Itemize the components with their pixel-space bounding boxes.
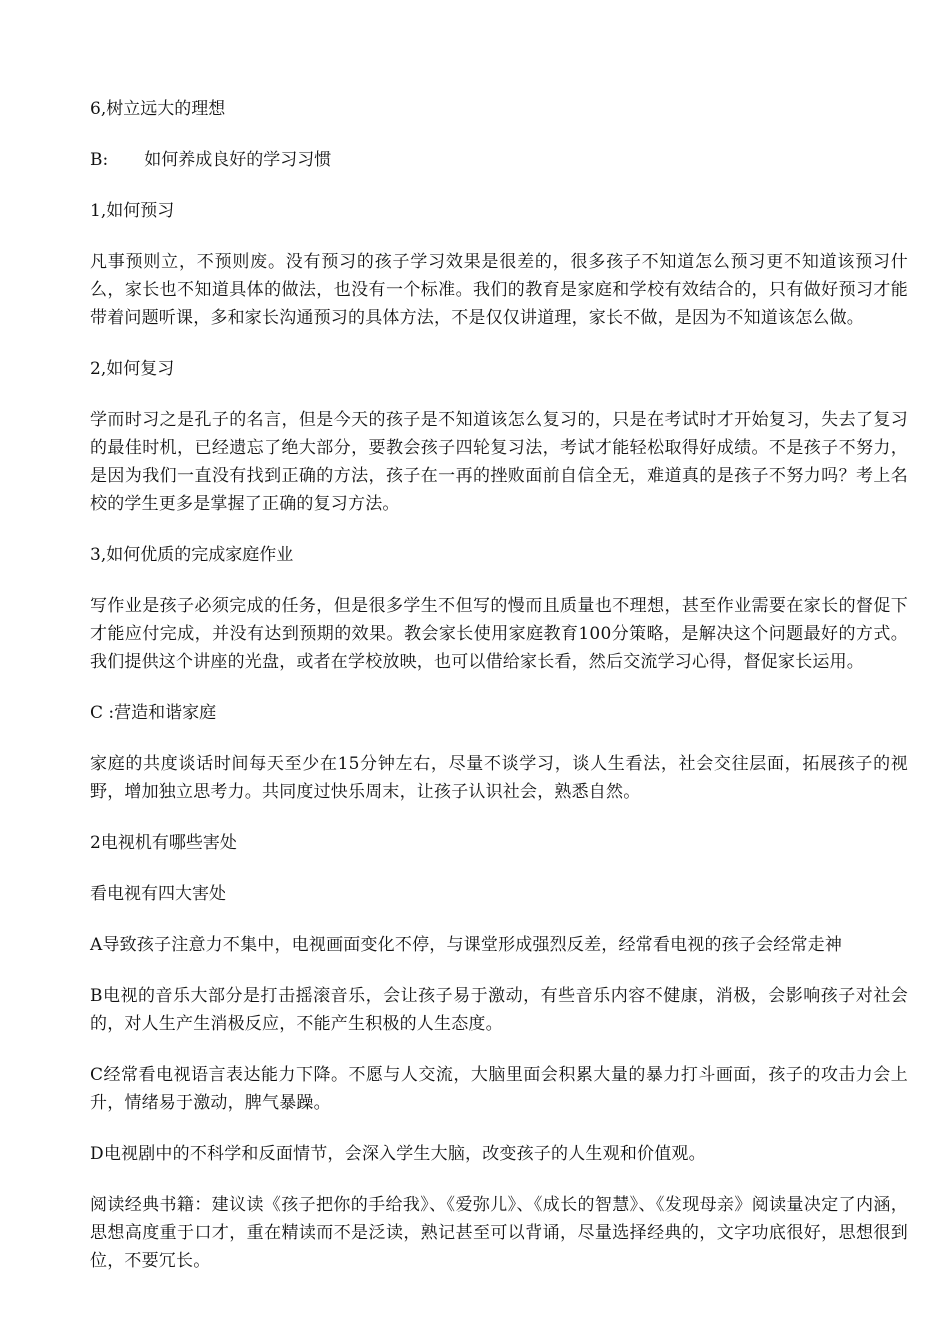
heading-family: C :营造和谐家庭	[90, 703, 217, 723]
paragraph-review: 学而时习之是孔子的名言，但是今天的孩子是不知道该怎么复习的，只是在考试时才开始复习，失去了复习的最佳时机，已经遗忘了绝大部分，要教会孩子四轮复习法，考试才能轻松取得好成绩。不是孩子不努力，是因为我们一直没有找到正确的方法，孩子在一再的挫败面前自信全无，难道真的是孩子不努力吗？考上名校的学生更多是掌握了正确的复习方法。	[90, 410, 908, 514]
heading-review: 2,如何复习	[90, 359, 175, 379]
heading-preview: 1,如何预习	[90, 201, 175, 221]
heading-tv-harm: 2电视机有哪些害处	[90, 833, 237, 853]
heading-habits-text: 如何养成良好的学习习惯	[144, 150, 332, 170]
document-body	[90, 95, 908, 1298]
paragraph-harm-c: C经常看电视语言表达能力下降。不愿与人交流，大脑里面会积累大量的暴力打斗画面，孩子的攻击力会上升，情绪易于激动，脾气暴躁。	[90, 1065, 908, 1113]
paragraph-family: 家庭的共度谈话时间每天至少在15分钟左右，尽量不谈学习，谈人生看法，社会交往层面，拓展孩子的视野，增加独立思考力。共同度过快乐周末，让孩子认识社会，熟悉自然。	[90, 754, 908, 802]
paragraph-harm-b: B电视的音乐大部分是打击摇滚音乐，会让孩子易于激动，有些音乐内容不健康，消极，会影响孩子对社会的，对人生产生消极反应，不能产生积极的人生态度。	[90, 986, 908, 1034]
paragraph-homework: 写作业是孩子必须完成的任务，但是很多学生不但写的慢而且质量也不理想，甚至作业需要在家长的督促下才能应付完成，并没有达到预期的效果。教会家长使用家庭教育100分策略，是解决这个问题最好的方式。我们提供这个讲座的光盘，或者在学校放映，也可以借给家长看，然后交流学习心得，督促家长运用。	[90, 596, 908, 672]
paragraph-reading: 阅读经典书籍：建议读《孩子把你的手给我》、《爱弥儿》、《成长的智慧》、《发现母亲》阅读量决定了内涵，思想高度重于口才，重在精读而不是泛读，熟记甚至可以背诵，尽量选择经典的，文字功底很好，思想很到位，不要冗长。	[90, 1195, 908, 1271]
heading-ideal: 6,树立远大的理想	[90, 99, 226, 119]
heading-habits	[90, 146, 908, 174]
heading-four-harms: 看电视有四大害处	[90, 884, 226, 904]
heading-habits-prefix: B:	[90, 150, 109, 170]
paragraph-harm-d: D电视剧中的不科学和反面情节，会深入学生大脑，改变孩子的人生观和价值观。	[90, 1144, 706, 1164]
paragraph-preview: 凡事预则立，不预则废。没有预习的孩子学习效果是很差的，很多孩子不知道怎么预习更不知道该预习什么，家长也不知道具体的做法，也没有一个标准。我们的教育是家庭和学校有效结合的，只有做好预习才能带着问题听课，多和家长沟通预习的具体方法，不是仅仅讲道理，家长不做，是因为不知道该怎么做。	[90, 252, 908, 328]
heading-homework: 3,如何优质的完成家庭作业	[90, 545, 294, 565]
paragraph-harm-a: A导致孩子注意力不集中，电视画面变化不停，与课堂形成强烈反差，经常看电视的孩子会经常走神	[90, 935, 843, 955]
